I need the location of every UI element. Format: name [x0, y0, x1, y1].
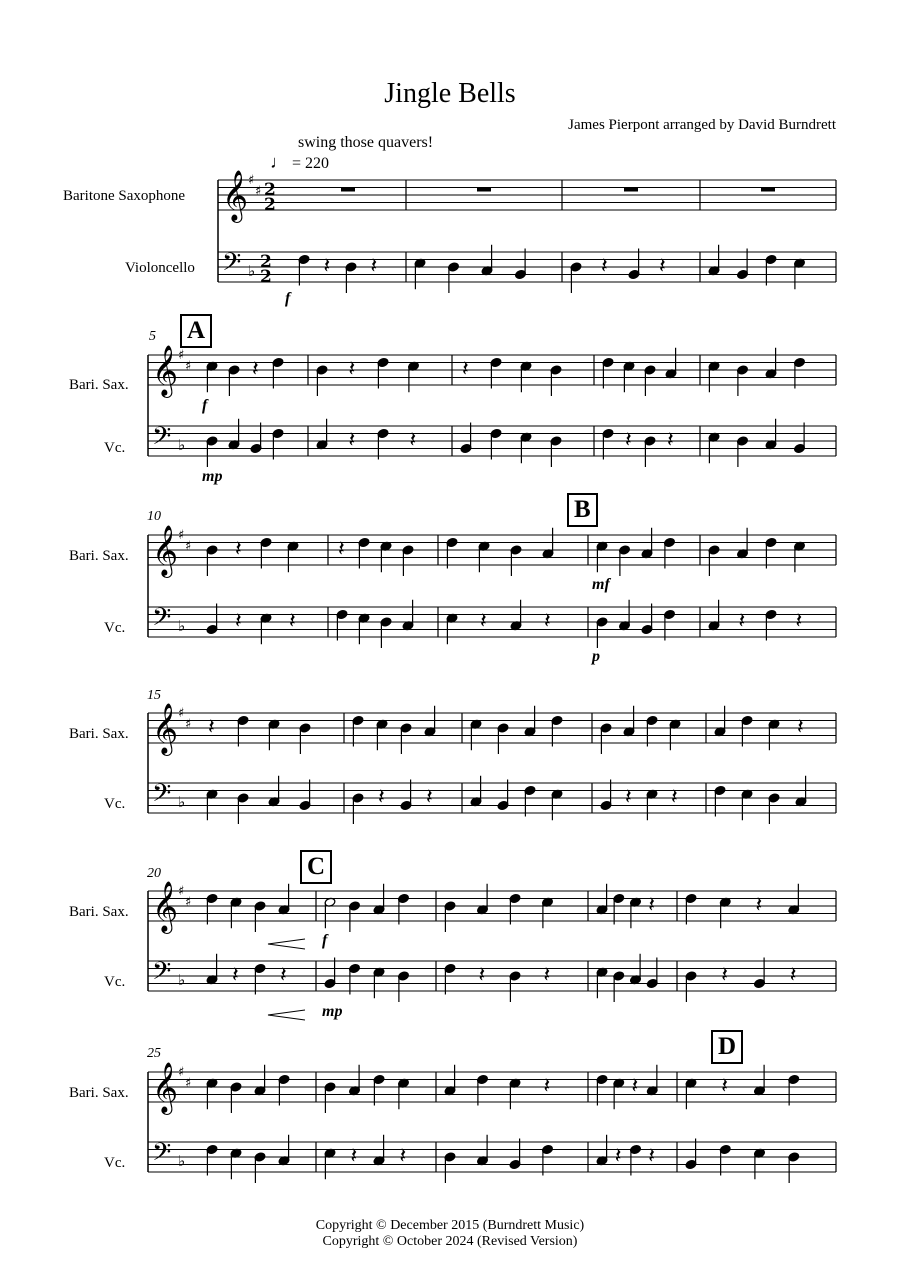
- flat-icon: ♭: [178, 971, 186, 989]
- copyright-line: Copyright © October 2024 (Revised Version): [322, 1234, 578, 1249]
- quarter-rest-icon: 𝄽: [789, 963, 797, 988]
- quarter-rest-icon: 𝄽: [338, 537, 345, 562]
- quarter-rest-icon: 𝄽: [755, 893, 763, 918]
- quarter-note-icon: ♩: [270, 152, 288, 172]
- sharp-icon: ♯: [185, 359, 192, 374]
- quarter-rest-icon: 𝄽: [631, 1074, 639, 1099]
- quarter-rest-icon: 𝄽: [462, 357, 469, 382]
- instrument-name-sax-short: Bari. Sax.: [69, 548, 129, 564]
- instrument-name-sax-short: Bari. Sax.: [69, 1085, 129, 1101]
- flat-icon: ♭: [178, 1152, 186, 1170]
- quarter-rest-icon: 𝄽: [601, 254, 608, 279]
- sharp-icon: ♯: [178, 884, 185, 899]
- sharp-icon: ♯: [185, 539, 192, 554]
- whole-rest-icon: [477, 188, 491, 192]
- instrument-name-vc-short: Vc.: [104, 620, 126, 636]
- quarter-rest-icon: 𝄽: [721, 1074, 728, 1099]
- sharp-icon: ♯: [185, 895, 192, 910]
- quarter-rest-icon: 𝄽: [235, 537, 242, 562]
- quarter-rest-icon: 𝄽: [289, 609, 296, 634]
- quarter-rest-icon: 𝄽: [348, 357, 356, 382]
- time-signature-bottom: 2: [264, 195, 276, 215]
- whole-rest-icon: [341, 188, 355, 192]
- copyright-line: Copyright © December 2015 (Burndrett Music): [315, 1218, 585, 1233]
- time-signature-bottom: 2: [260, 267, 272, 287]
- treble-clef-icon: 𝄞: [152, 881, 179, 932]
- treble-clef-icon: 𝄞: [222, 170, 249, 221]
- quarter-rest-icon: 𝄽: [721, 963, 728, 988]
- sharp-icon: ♯: [185, 717, 192, 732]
- measure-number: 20: [147, 866, 161, 881]
- quarter-rest-icon: 𝄽: [480, 609, 487, 634]
- quarter-rest-icon: 𝄽: [544, 609, 551, 634]
- instrument-name-sax-short: Bari. Sax.: [69, 377, 129, 393]
- composer-credit: James Pierpont arranged by David Burndrett: [568, 117, 836, 133]
- quarter-rest-icon: 𝄽: [667, 428, 674, 453]
- instrument-name-vc-short: Vc.: [104, 440, 126, 456]
- sharp-icon: ♯: [248, 173, 255, 188]
- rehearsal-mark-a: A: [180, 314, 212, 348]
- sharp-icon: ♯: [178, 1065, 185, 1080]
- crescendo-hairpin: [268, 939, 305, 949]
- quarter-rest-icon: 𝄽: [280, 963, 287, 988]
- quarter-rest-icon: 𝄽: [543, 1074, 551, 1099]
- rehearsal-mark-d: D: [711, 1030, 743, 1064]
- dynamic-marking: p: [592, 648, 600, 665]
- bass-clef-icon: 𝄢: [152, 422, 172, 457]
- instrument-name-vc-short: Vc.: [104, 974, 126, 990]
- quarter-rest-icon: 𝄽: [232, 963, 239, 988]
- quarter-rest-icon: 𝄽: [671, 785, 678, 810]
- whole-rest-icon: [624, 188, 638, 192]
- quarter-rest-icon: 𝄽: [625, 428, 632, 453]
- whole-rest-icon: [761, 188, 775, 192]
- quarter-rest-icon: 𝄽: [648, 893, 655, 918]
- quarter-rest-icon: 𝄽: [426, 785, 433, 810]
- expression-text: swing those quavers!: [298, 134, 434, 151]
- dynamic-marking: f: [322, 932, 328, 949]
- quarter-rest-icon: 𝄽: [348, 428, 356, 453]
- instrument-name-sax-short: Bari. Sax.: [69, 726, 129, 742]
- quarter-rest-icon: 𝄽: [350, 1144, 358, 1169]
- quarter-rest-icon: 𝄽: [648, 1144, 655, 1169]
- bass-clef-icon: 𝄢: [152, 957, 172, 992]
- quarter-rest-icon: 𝄽: [399, 1144, 407, 1169]
- quarter-rest-icon: 𝄽: [738, 609, 746, 634]
- bass-clef-icon: 𝄢: [152, 603, 172, 638]
- score-title: Jingle Bells: [384, 78, 516, 109]
- quarter-rest-icon: 𝄽: [797, 715, 804, 740]
- dynamic-marking: mp: [322, 1003, 343, 1020]
- rehearsal-mark-c: C: [300, 850, 332, 884]
- quarter-rest-icon: 𝄽: [409, 428, 417, 453]
- sharp-icon: ♯: [178, 706, 185, 721]
- flat-icon: ♭: [248, 262, 256, 280]
- quarter-rest-icon: 𝄽: [625, 785, 632, 810]
- treble-clef-icon: 𝄞: [152, 345, 179, 396]
- dynamic-marking: mf: [592, 576, 610, 593]
- quarter-rest-icon: 𝄽: [235, 609, 242, 634]
- flat-icon: ♭: [178, 436, 186, 454]
- instrument-name-vc-short: Vc.: [104, 796, 126, 812]
- rehearsal-mark-b: B: [567, 493, 598, 527]
- treble-clef-icon: 𝄞: [152, 1062, 179, 1113]
- quarter-rest-icon: 𝄽: [323, 254, 331, 279]
- dynamic-marking: f: [285, 290, 291, 307]
- flat-icon: ♭: [178, 793, 186, 811]
- measure-number: 15: [147, 688, 161, 703]
- quarter-rest-icon: 𝄽: [795, 609, 803, 634]
- quarter-rest-icon: 𝄽: [208, 715, 215, 740]
- bass-clef-icon: 𝄢: [152, 1138, 172, 1173]
- instrument-name-sax-full: Baritone Saxophone: [63, 188, 186, 204]
- quarter-rest-icon: 𝄽: [659, 254, 666, 279]
- time-signature-top: 2: [264, 180, 276, 200]
- dynamic-marking: f: [202, 397, 208, 414]
- quarter-rest-icon: 𝄽: [252, 357, 259, 382]
- treble-clef-icon: 𝄞: [152, 703, 179, 754]
- instrument-name-sax-short: Bari. Sax.: [69, 904, 129, 920]
- sharp-icon: ♯: [178, 528, 185, 543]
- treble-clef-icon: 𝄞: [152, 525, 179, 576]
- bass-clef-icon: 𝄢: [152, 779, 172, 814]
- measure-number: 25: [147, 1046, 161, 1061]
- crescendo-hairpin: [268, 1010, 305, 1020]
- sharp-icon: ♯: [255, 184, 262, 199]
- sharp-icon: ♯: [178, 348, 185, 363]
- flat-icon: ♭: [178, 617, 186, 635]
- quarter-rest-icon: 𝄽: [478, 963, 486, 988]
- quarter-rest-icon: 𝄽: [378, 785, 385, 810]
- dynamic-marking: mp: [202, 468, 223, 485]
- quarter-rest-icon: 𝄽: [614, 1144, 622, 1169]
- measure-number: 5: [149, 329, 156, 344]
- measure-number: 10: [147, 509, 161, 524]
- time-signature-top: 2: [260, 252, 272, 272]
- tempo-value: = 220: [292, 155, 330, 172]
- quarter-rest-icon: 𝄽: [543, 963, 551, 988]
- instrument-name-vc-full: Violoncello: [125, 260, 195, 276]
- instrument-name-vc-short: Vc.: [104, 1155, 126, 1171]
- sharp-icon: ♯: [185, 1076, 192, 1091]
- quarter-rest-icon: 𝄽: [370, 254, 378, 279]
- bass-clef-icon: 𝄢: [222, 248, 242, 283]
